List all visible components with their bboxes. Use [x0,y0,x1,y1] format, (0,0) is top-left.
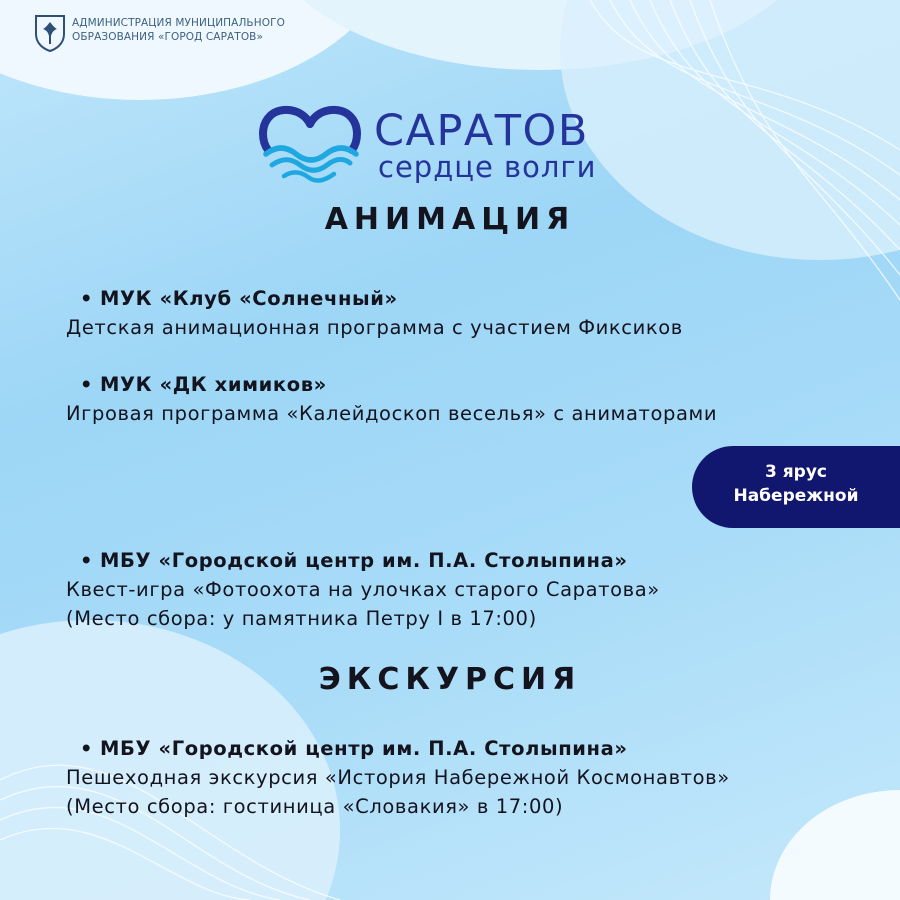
logo-title: САРАТОВ [374,106,589,156]
event-organizer [66,734,866,763]
event-organizer-name: МБУ «Городской центр им. П.А. Столыпина» [100,737,628,760]
bullet-icon: • [80,373,94,396]
event-description: Игровая программа «Калейдоскоп веселья» с аниматорами [66,402,718,425]
event-description: Квест-игра «Фотоохота на улочках старого Саратова» [66,578,660,601]
event-organizer-name: МУК «ДК химиков» [100,373,327,396]
event-organizer [66,546,866,575]
city-emblem-icon [34,14,66,52]
event-item [66,370,866,428]
event-organizer [66,284,866,313]
organization-name-line1: АДМИНИСТРАЦИЯ МУНИЦИПАЛЬНОГО [72,17,285,29]
event-description: Детская анимационная программа с участием Фиксиков [66,316,683,339]
heart-waves-logo-icon [258,102,362,190]
event-meeting-point: (Место сбора: гостиница «Словакия» в 17:00) [66,795,564,818]
event-organizer-name: МУК «Клуб «Солнечный» [100,287,398,310]
organization-name-line2: ОБРАЗОВАНИЯ «ГОРОД САРАТОВ» [72,31,264,43]
location-badge-line2: Набережной [733,486,859,506]
event-organizer [66,370,866,399]
section-title-animation: АНИМАЦИЯ [324,202,576,237]
bullet-icon: • [80,287,94,310]
bullet-icon: • [80,737,94,760]
event-item [66,284,866,342]
event-description: Пешеходная экскурсия «История Набережной Космонавтов» [66,766,730,789]
organization-name [72,16,285,44]
event-meeting-point: (Место сбора: у памятника Петру I в 17:00) [66,607,537,630]
event-item [66,546,866,633]
section-title-excursion: ЭКСКУРСИЯ [318,662,582,697]
location-badge-line1: 3 ярус [765,462,827,482]
location-badge [692,446,900,528]
bullet-icon: • [80,549,94,572]
event-organizer-name: МБУ «Городской центр им. П.А. Столыпина» [100,549,628,572]
event-item [66,734,866,821]
logo-subtitle: сердце волги [378,150,597,184]
